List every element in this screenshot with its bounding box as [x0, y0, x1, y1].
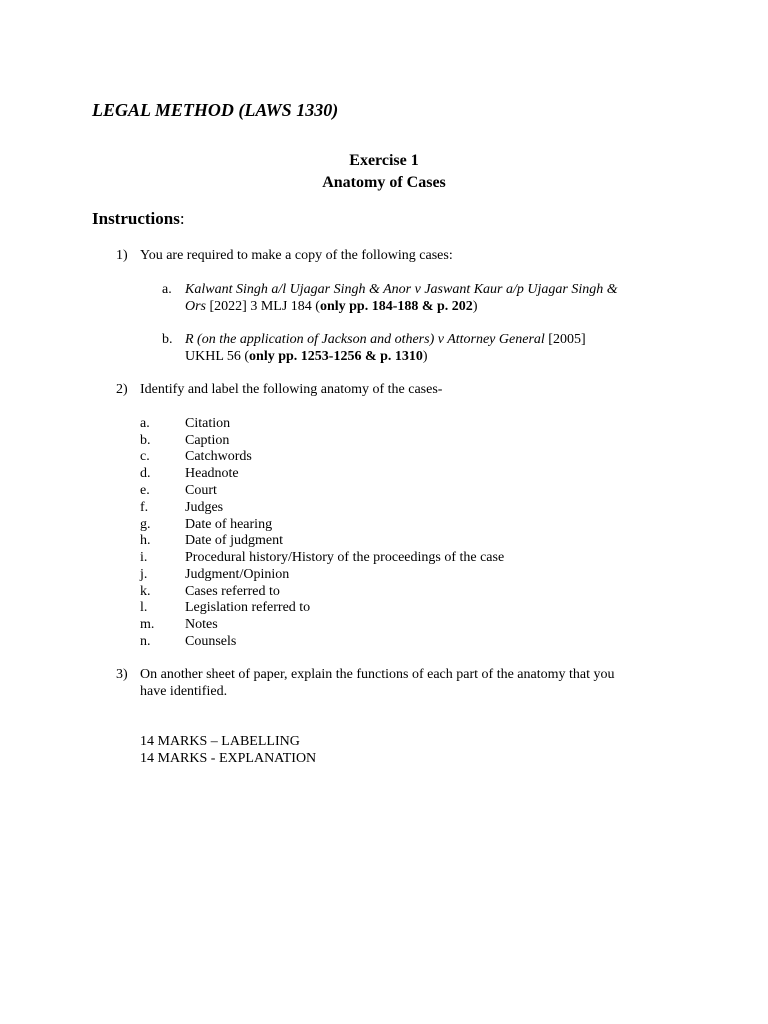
case-b-name: R (on the application of Jackson and others) v Attorney General — [185, 332, 545, 347]
anatomy-item: Judges — [185, 500, 224, 515]
case-a-citation — [185, 281, 618, 315]
anatomy-letter: j. — [140, 567, 148, 582]
instructions-label: Instructions — [92, 209, 180, 228]
anatomy-item: Counsels — [185, 634, 237, 649]
exercise-heading: Exercise 1 — [349, 152, 419, 169]
anatomy-letter: g. — [140, 517, 151, 532]
anatomy-item: Cases referred to — [185, 584, 280, 599]
case-b-pages: only pp. 1253-1256 & p. 1310 — [249, 349, 423, 364]
question-3-line1: On another sheet of paper, explain the functions of each part of the anatomy that you — [140, 667, 615, 682]
anatomy-letter: c. — [140, 449, 150, 464]
question-3-line2: have identified. — [140, 684, 228, 699]
case-b-citation — [185, 331, 586, 365]
anatomy-item: Notes — [185, 617, 218, 632]
question-1-number: 1) — [116, 248, 128, 263]
case-b-letter: b. — [162, 332, 173, 347]
case-b-close-paren: ) — [422, 349, 428, 364]
anatomy-letter: h. — [140, 533, 151, 548]
anatomy-letter: f. — [140, 500, 149, 515]
anatomy-item: Caption — [185, 433, 230, 448]
anatomy-item: Court — [185, 483, 217, 498]
case-a-letter: a. — [162, 282, 172, 297]
case-a-pages: only pp. 184-188 & p. 202 — [319, 299, 473, 314]
anatomy-item: Catchwords — [185, 449, 252, 464]
instructions-colon: : — [179, 209, 185, 228]
anatomy-letter: n. — [140, 634, 151, 649]
question-2-number: 2) — [116, 382, 128, 397]
case-a-close-paren: ) — [472, 299, 478, 314]
anatomy-item: Legislation referred to — [185, 600, 311, 615]
anatomy-letter: e. — [140, 483, 150, 498]
anatomy-letter: l. — [140, 600, 148, 615]
marks-explanation: 14 MARKS - EXPLANATION — [140, 751, 317, 766]
case-a-name-line1: Kalwant Singh a/l Ujagar Singh & Anor v Jaswant Kaur a/p Ujagar Singh & — [185, 282, 618, 297]
anatomy-item: Date of judgment — [185, 533, 283, 548]
case-a-report: [2022] 3 MLJ 184 ( — [206, 299, 320, 314]
question-2-text: Identify and label the following anatomy of the cases- — [140, 382, 443, 397]
case-b-report: UKHL 56 ( — [185, 349, 250, 364]
anatomy-letter: d. — [140, 466, 151, 481]
anatomy-item: Procedural history/History of the proceedings of the case — [185, 550, 505, 565]
case-a-name-line2: Ors — [185, 299, 207, 314]
anatomy-letter: k. — [140, 584, 151, 599]
anatomy-letter: m. — [140, 617, 155, 632]
marks-labelling: 14 MARKS – LABELLING — [140, 734, 300, 749]
question-1-text: You are required to make a copy of the following cases: — [140, 248, 453, 263]
anatomy-item: Headnote — [185, 466, 239, 481]
exercise-subtitle: Anatomy of Cases — [322, 174, 446, 191]
question-3-number: 3) — [116, 667, 128, 682]
anatomy-letter: b. — [140, 433, 151, 448]
anatomy-item: Judgment/Opinion — [185, 567, 290, 582]
anatomy-item: Citation — [185, 416, 231, 431]
anatomy-letter: i. — [140, 550, 148, 565]
instructions-heading — [92, 209, 185, 229]
case-b-year: [2005] — [544, 332, 586, 347]
document-title: LEGAL METHOD (LAWS 1330) — [92, 100, 339, 120]
anatomy-item: Date of hearing — [185, 517, 273, 532]
anatomy-letter: a. — [140, 416, 150, 431]
